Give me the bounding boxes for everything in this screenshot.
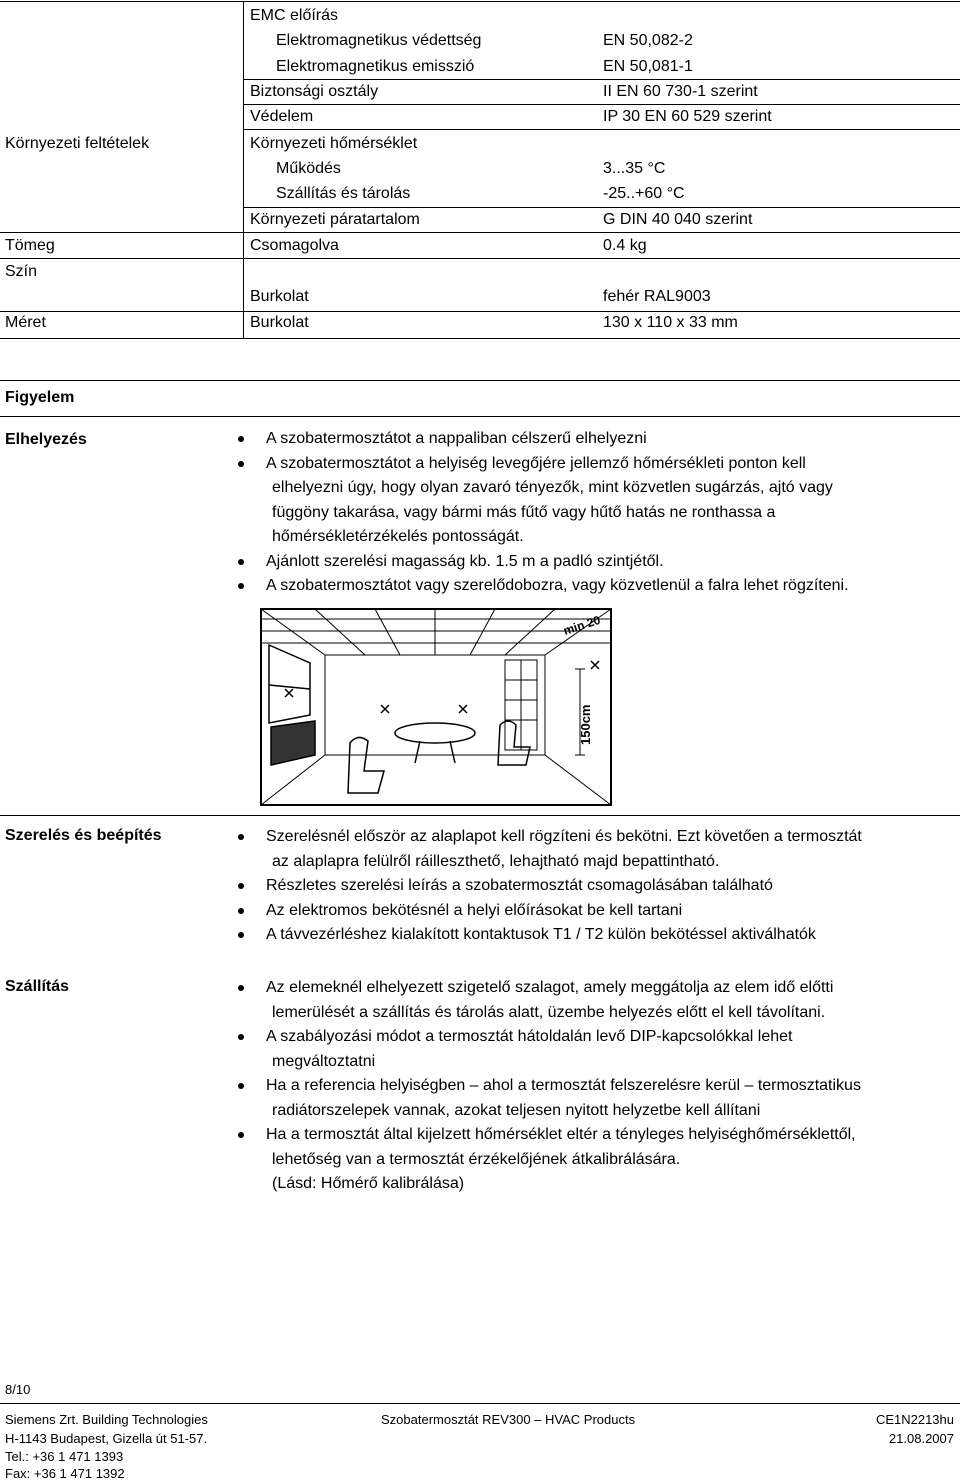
- bullet-icon: [238, 461, 244, 467]
- min-distance-label: min 20: [561, 612, 603, 638]
- section-heading: Elhelyezés: [5, 431, 87, 448]
- list-item-continuation: megváltoztatni: [272, 1052, 376, 1070]
- list-item: Ajánlott szerelési magasság kb. 1.5 m a padló szintjétől.: [266, 550, 849, 575]
- list-item: Az elektromos bekötésnél a helyi előírásokat be kell tartani: [266, 899, 862, 924]
- table-column-divider: [243, 1, 244, 339]
- table-row-divider: [0, 258, 960, 259]
- table-cell: G DIN 40 040 szerint: [603, 211, 753, 228]
- list-item-continuation: (Lásd: Hőmérő kalibrálása): [272, 1175, 465, 1192]
- table-cell: Elektromagnetikus védettség: [276, 32, 482, 49]
- table-row-label: Környezeti feltételek: [5, 135, 150, 152]
- table-cell: Csomagolva: [250, 237, 339, 254]
- list-item: A szabályozási módot a termosztát hátoldalán levő DIP-kapcsolókkal lehet: [266, 1025, 861, 1050]
- list-item-continuation: lehetőség van a termosztát érzékelőjének átkalibrálására.: [272, 1150, 681, 1168]
- table-cell: IP 30 EN 60 529 szerint: [603, 108, 772, 125]
- szereles-list: [266, 825, 862, 948]
- table-row-divider: [244, 207, 960, 208]
- bullet-icon: [238, 559, 244, 565]
- bullet-icon: [238, 1132, 244, 1138]
- table-cell: Burkolat: [250, 314, 309, 331]
- footer-doc-id: CE1N2213hu: [875, 1412, 954, 1427]
- list-item: A távvezérléshez kialakított kontaktusok T1 / T2 külön bekötéssel aktiválhatók: [266, 923, 862, 948]
- footer-address: H-1143 Budapest, Gizella út 51-57.: [5, 1431, 208, 1446]
- list-item: Az elemeknél elhelyezett szigetelő szalagot, amely meggátolja az elem idő előtti: [266, 976, 861, 1001]
- table-row-label: Szín: [5, 263, 38, 280]
- table-row-label: Tömeg: [5, 237, 55, 254]
- footer-product: Szobatermosztát REV300 – HVAC Products: [381, 1412, 636, 1427]
- list-item-continuation: lemerülését a szállítás és tárolás alatt, üzembe helyezés előtt el kell távolítani.: [272, 1003, 826, 1021]
- bullet-icon: [238, 436, 244, 442]
- bullet-icon: [238, 883, 244, 889]
- list-item-continuation: elhelyezni úgy, hogy olyan zavaró tényezők, mint közvetlen sugárzás, ajtó vagy: [272, 479, 833, 496]
- table-cell: Működés: [276, 160, 341, 177]
- table-row-divider: [244, 79, 960, 80]
- table-cell: -25..+60 °C: [603, 185, 685, 202]
- table-cell: Biztonsági osztály: [250, 83, 379, 100]
- bullet-icon: [238, 834, 244, 840]
- list-item: Szerelésnél először az alaplapot kell rögzíteni és bekötni. Ezt követően a termosztát: [266, 825, 862, 850]
- table-border-bottom: [0, 338, 960, 339]
- bullet-icon: [238, 932, 244, 938]
- section-divider: [0, 380, 960, 381]
- footer-date: 21.08.2007: [888, 1431, 954, 1446]
- table-cell: 130 x 110 x 33 mm: [603, 314, 738, 331]
- list-item: Ha a termosztát által kijelzett hőmérséklet eltér a tényleges helyiséghőmérséklettől,: [266, 1123, 861, 1148]
- table-cell: EN 50,082-2: [603, 32, 693, 49]
- page-number: 8/10: [5, 1382, 31, 1397]
- table-cell: EN 50,081-1: [603, 58, 693, 75]
- bullet-icon: [238, 583, 244, 589]
- height-label: 150cm: [578, 704, 593, 745]
- footer-tel: Tel.: +36 1 471 1393: [5, 1449, 124, 1464]
- elhelyezes-list: [266, 427, 849, 599]
- table-cell: 3...35 °C: [603, 160, 666, 177]
- table-cell: II EN 60 730-1 szerint: [603, 83, 758, 100]
- bullet-icon: [238, 908, 244, 914]
- section-title: Figyelem: [5, 389, 75, 406]
- table-cell: Környezeti páratartalom: [250, 211, 420, 228]
- table-cell: Elektromagnetikus emisszió: [276, 58, 475, 75]
- footer-company: Siemens Zrt. Building Technologies: [5, 1412, 208, 1427]
- bullet-icon: [238, 1083, 244, 1089]
- table-cell: Környezeti hőmérséklet: [250, 135, 418, 152]
- footer-divider: [0, 1403, 960, 1404]
- table-cell: Burkolat: [250, 288, 309, 305]
- table-cell: fehér RAL9003: [603, 288, 711, 305]
- footer-fax: Fax: +36 1 471 1392: [5, 1466, 125, 1481]
- table-cell: Szállítás és tárolás: [276, 185, 411, 202]
- bullet-icon: [238, 985, 244, 991]
- section-divider: [0, 815, 960, 816]
- list-item: Ha a referencia helyiségben – ahol a termosztát felszerelésre kerül – termosztatikus: [266, 1074, 861, 1099]
- list-item-continuation: az alaplapra felülről ráilleszthető, lehajtható majd bepattintható.: [272, 852, 720, 870]
- list-item: Részletes szerelési leírás a szobatermosztát csomagolásában található: [266, 874, 862, 899]
- room-illustration: [255, 605, 615, 810]
- bullet-icon: [238, 1034, 244, 1040]
- section-heading: Szállítás: [5, 978, 70, 995]
- section-heading: Szerelés és beépítés: [5, 827, 162, 844]
- list-item: A szobatermosztátot a nappaliban célszerű elhelyezni: [266, 427, 849, 452]
- table-cell: 0.4 kg: [603, 237, 647, 254]
- table-cell: Védelem: [250, 108, 314, 125]
- list-item-continuation: hőmérsékletérzékelés pontosságát.: [272, 528, 524, 545]
- list-item: A szobatermosztátot vagy szerelődobozra, vagy közvetlenül a falra lehet rögzíteni.: [266, 574, 849, 599]
- list-item-continuation: radiátorszelepek vannak, azokat teljesen nyitott helyzetbe kell állítani: [272, 1101, 761, 1119]
- table-cell: EMC előírás: [250, 7, 339, 24]
- table-row-divider: [244, 104, 960, 105]
- table-border-top: [0, 1, 960, 2]
- szallitas-list: [266, 976, 861, 1197]
- table-row-divider: [0, 311, 960, 312]
- section-divider: [0, 416, 960, 417]
- table-row-divider: [0, 232, 960, 233]
- list-item: A szobatermosztátot a helyiség levegőjére jellemző hőmérsékleti ponton kell: [266, 452, 849, 477]
- table-row-label: Méret: [5, 314, 46, 331]
- list-item-continuation: függöny takarása, vagy bármi más fűtő vagy hűtő hatás ne ronthassa a: [272, 503, 776, 521]
- table-row-divider: [244, 129, 960, 130]
